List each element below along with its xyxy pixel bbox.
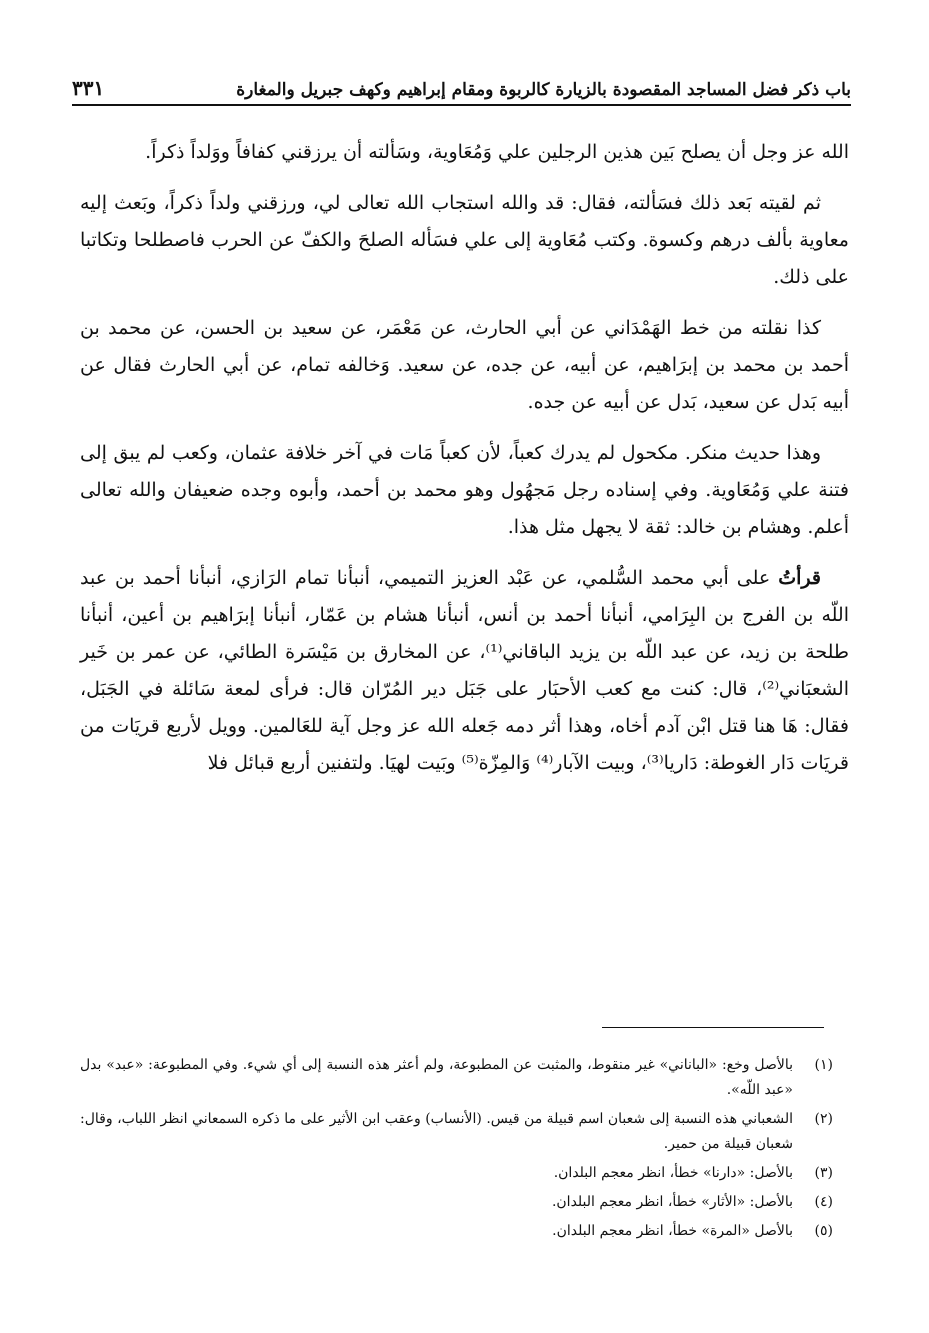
footnote-number: (٢) [814, 1111, 833, 1127]
footnote [80, 1053, 833, 1103]
footnote [80, 1161, 833, 1186]
footnote-text: بالأصل: «الأثار» خطأ، انظر معجم البلدان. [551, 1194, 793, 1210]
paragraph-2: ثم لقيته بَعد ذلك فسَألته، فقال: قد والله استجاب الله تعالى لي، ورزقني ولداً ذكراً، وبَعث إليه معاوية بألف درهم وكسوة. وكتب مُعَاوية إلى علي فسَأله الصلحَ والكفّ عن الحرب فاصطلحا وتكاتبا على ذلك. [80, 192, 849, 288]
footnote-number: (٣) [814, 1165, 833, 1181]
page-number: ٣٣١ [72, 76, 105, 100]
footnote [80, 1219, 833, 1244]
footnote [80, 1190, 833, 1215]
footnote-text: بالأصل وخع: «الباناني» غير منقوط، والمثبت عن المطبوعة، ولم أعثر هذه النسبة إلى أي شيء. وفي المطبوعة: «عبد» بدل «عبد اللّه». [80, 1057, 793, 1098]
chapter-title: باب ذكر فضل المساجد المقصودة بالزيارة كالربوة ومقام إبراهيم وكهف جبريل والمغارة [236, 80, 851, 100]
paragraph-5-text: على أبي محمد السُّلمي، عن عَبْد العزيز التميمي، أنبأنا تمام الرَازي، أنبأنا أحمد بن عبد اللّه بن الفرج بن البِرَامي، أنبأنا أحمد بن أنس، أنبأنا هشام بن عَمّار، أنبأنا إبرَاهيم بن أعين، أنبأنا طلحة بن زيد، عن عبد اللّه بن يزيد الباقاني⁽¹⁾، عن المخارق بن مَيْسَرة الطائي، عن عمر بن خَير الشعبَاني⁽²⁾، قال: كنت مع كعب الأحبَار على جَبَل دير المُرّان قال: فرأى لمعة سَائلة في الجَبَل، فقال: هَا هنا قتل ابْن آدم أخاه، وهذا أثر دمه جَعله الله عز وجل آية للعَالمين. وويل لأربع قريَات من قريَات دَار الغوطة: دَاريا⁽³⁾، وبيت الآبار⁽⁴⁾ وَالمِزّة⁽⁵⁾ وبَيت لهيَا. ولتفنين أربع قبائل فلا [80, 567, 849, 774]
paragraph-5 [80, 560, 849, 782]
main-text [80, 134, 849, 796]
footnote-text: بالأصل: «دارنا» خطأ، انظر معجم البلدان. [553, 1165, 793, 1181]
running-header [72, 72, 851, 106]
footnotes [80, 1053, 833, 1248]
footnote-number: (٥) [814, 1223, 833, 1239]
paragraph-3: كذا نقلته من خط الهَمْدَاني عن أبي الحارث، عن مَعْمَر، عن سعيد بن الحسن، عن محمد بن أحمد بن محمد بن إبرَاهيم، عن أبيه، عن جده، عن سعيد. وَخالفه تمام، عن أبي الحارث فقال عن أبيه بَدل عن سعيد، بَدل عن أبيه عن جده. [80, 317, 849, 413]
lead-word: قرأتُ [778, 567, 821, 589]
footnote-number: (١) [814, 1057, 833, 1073]
footnote-text: الشعباني هذه النسبة إلى شعبان اسم قبيلة من قيس. (الأنساب) وعقب ابن الأثير على ما ذكره السمعاني انظر اللباب، وقال: شعبان قبيلة من حمير. [80, 1111, 793, 1152]
footnote-text: بالأصل «المرة» خطأ، انظر معجم البلدان. [552, 1223, 793, 1239]
footnote-number: (٤) [814, 1194, 833, 1210]
footnote [80, 1107, 833, 1157]
footnote-divider [602, 1027, 824, 1028]
paragraph-1: الله عز وجل أن يصلح بَين هذين الرجلين علي وَمُعَاوية، وسَألته أن يرزقني كفافاً ووَلداً ذكراً. [145, 141, 849, 163]
paragraph-4: وهذا حديث منكر. مكحول لم يدرك كعباً، لأن كعباً مَات في آخر خلافة عثمان، وكعب لم يبق إلى فتنة علي وَمُعَاوية. وفي إسناده رجل مَجهُول وهو محمد بن أحمد، وأبوه وجده ضعيفان والله تعالى أعلم. وهشام بن خالد: ثقة لا يجهل مثل هذا. [80, 442, 849, 538]
